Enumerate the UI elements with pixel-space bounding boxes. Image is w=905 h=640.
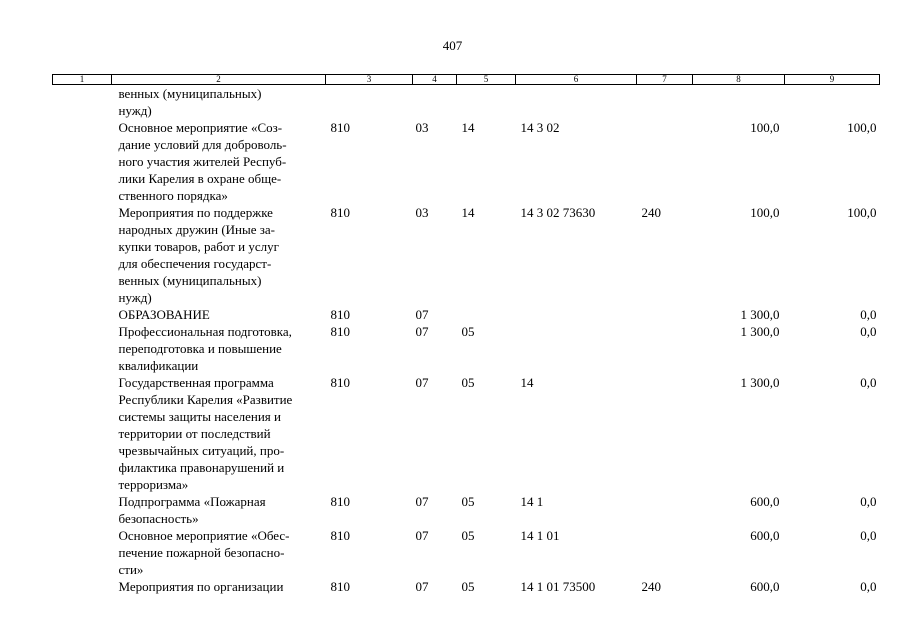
expense-type-cell: 240 <box>641 579 661 594</box>
subsection-cell <box>457 85 516 120</box>
amount-second-cell: 0,0 <box>860 494 877 509</box>
section-cell <box>413 85 457 120</box>
item-name: Основное мероприятие «Обес- печение пожарной безопасно- сти» <box>118 528 290 577</box>
table-row <box>53 323 880 374</box>
item-name-cell <box>112 85 326 120</box>
expense-type-cell <box>637 306 693 323</box>
amount-cell: 1 300,0 <box>740 375 780 390</box>
subsection-cell: 05 <box>461 494 475 509</box>
section-cell: 07 <box>415 307 429 322</box>
item-name-cell <box>112 204 326 306</box>
amount-cell: 600,0 <box>750 528 780 543</box>
amount-second-cell: 0,0 <box>860 375 877 390</box>
amount-cell: 600,0 <box>750 579 780 594</box>
subsection-cell: 05 <box>461 528 475 543</box>
admin-code-cell: 810 <box>330 324 350 339</box>
item-name-cell <box>112 306 326 323</box>
section-cell: 07 <box>415 494 429 509</box>
section-cell: 07 <box>415 324 429 339</box>
table-row <box>53 527 880 578</box>
amount-second-cell: 0,0 <box>860 307 877 322</box>
subsection-cell: 05 <box>461 579 475 594</box>
item-name-cell <box>112 527 326 578</box>
target-article-cell: 14 <box>520 375 534 390</box>
item-name: Государственная программа Республики Карелия «Развитие системы защиты населения и территории от последствий чрезвычайных ситуаций, про- филактика правонарушений и терроризма» <box>118 375 293 492</box>
admin-code-cell: 810 <box>330 375 350 390</box>
item-name: ОБРАЗОВАНИЕ <box>118 307 210 322</box>
table-body <box>53 85 880 596</box>
target-article-cell <box>516 85 637 120</box>
table-row <box>53 85 880 120</box>
budget-table <box>52 74 880 595</box>
expense-type-cell <box>637 527 693 578</box>
item-name: Основное мероприятие «Соз- дание условий для доброволь- ного участия жителей Респуб- лики Карелия в охране обще- ственного порядка» <box>118 120 287 203</box>
expense-type-cell <box>637 119 693 204</box>
amount-second-cell: 100,0 <box>847 120 877 135</box>
amount-second-cell: 0,0 <box>860 324 877 339</box>
target-article-cell: 14 3 02 73630 <box>520 205 596 220</box>
target-article-cell: 14 1 01 <box>520 528 560 543</box>
amount-second-cell <box>785 85 880 120</box>
admin-code-cell: 810 <box>330 494 350 509</box>
amount-second-cell: 0,0 <box>860 528 877 543</box>
expense-type-cell <box>637 493 693 527</box>
admin-code-cell <box>326 85 413 120</box>
section-cell: 03 <box>415 205 429 220</box>
amount-cell: 600,0 <box>750 494 780 509</box>
column-number: 4 <box>413 75 457 85</box>
expense-type-cell: 240 <box>641 205 661 220</box>
item-name-cell <box>112 323 326 374</box>
row-index-cell <box>53 204 112 306</box>
column-number-row <box>53 75 880 85</box>
column-number: 5 <box>457 75 516 85</box>
table-row <box>53 493 880 527</box>
item-name: Мероприятия по поддержке народных дружин (Иные за- купки товаров, работ и услуг для обеспечения государст- венных (муниципальных) нужд) <box>118 205 279 305</box>
amount-cell: 1 300,0 <box>740 307 780 322</box>
row-index-cell <box>53 306 112 323</box>
row-index-cell <box>53 374 112 493</box>
section-cell: 03 <box>415 120 429 135</box>
table-header <box>53 75 880 85</box>
expense-type-cell <box>637 374 693 493</box>
table-row <box>53 578 880 595</box>
column-number: 6 <box>516 75 637 85</box>
amount-cell: 1 300,0 <box>740 324 780 339</box>
subsection-cell: 05 <box>461 324 475 339</box>
column-number: 1 <box>53 75 112 85</box>
item-name-cell <box>112 578 326 595</box>
row-index-cell <box>53 493 112 527</box>
row-index-cell <box>53 323 112 374</box>
admin-code-cell: 810 <box>330 120 350 135</box>
item-name: Мероприятия по организации <box>118 579 284 594</box>
subsection-cell <box>457 306 516 323</box>
item-name-cell <box>112 493 326 527</box>
admin-code-cell: 810 <box>330 205 350 220</box>
admin-code-cell: 810 <box>330 579 350 594</box>
column-number: 3 <box>326 75 413 85</box>
target-article-cell <box>516 306 637 323</box>
table-row <box>53 374 880 493</box>
section-cell: 07 <box>415 375 429 390</box>
subsection-cell: 14 <box>461 120 475 135</box>
item-name-cell <box>112 119 326 204</box>
row-index-cell <box>53 85 112 120</box>
row-index-cell <box>53 527 112 578</box>
table-row <box>53 119 880 204</box>
subsection-cell: 05 <box>461 375 475 390</box>
target-article-cell: 14 1 01 73500 <box>520 579 596 594</box>
expense-type-cell <box>637 85 693 120</box>
admin-code-cell: 810 <box>330 307 350 322</box>
column-number: 7 <box>637 75 693 85</box>
subsection-cell: 14 <box>461 205 475 220</box>
target-article-cell: 14 3 02 <box>520 120 560 135</box>
page-number: 407 <box>442 38 463 53</box>
column-number: 2 <box>112 75 326 85</box>
table-row <box>53 204 880 306</box>
target-article-cell <box>516 323 637 374</box>
admin-code-cell: 810 <box>330 528 350 543</box>
amount-second-cell: 100,0 <box>847 205 877 220</box>
item-name-cell <box>112 374 326 493</box>
table-row <box>53 306 880 323</box>
target-article-cell: 14 1 <box>520 494 544 509</box>
expense-type-cell <box>637 323 693 374</box>
item-name: Профессиональная подготовка, переподготовка и повышение квалификации <box>118 324 292 373</box>
item-name: Подпрограмма «Пожарная безопасность» <box>118 494 266 526</box>
amount-cell <box>693 85 785 120</box>
column-number: 8 <box>693 75 785 85</box>
amount-second-cell: 0,0 <box>860 579 877 594</box>
section-cell: 07 <box>415 528 429 543</box>
amount-cell: 100,0 <box>750 205 780 220</box>
row-index-cell <box>53 578 112 595</box>
row-index-cell <box>53 119 112 204</box>
section-cell: 07 <box>415 579 429 594</box>
item-name: венных (муниципальных) нужд) <box>118 86 262 118</box>
column-number: 9 <box>785 75 880 85</box>
amount-cell: 100,0 <box>750 120 780 135</box>
